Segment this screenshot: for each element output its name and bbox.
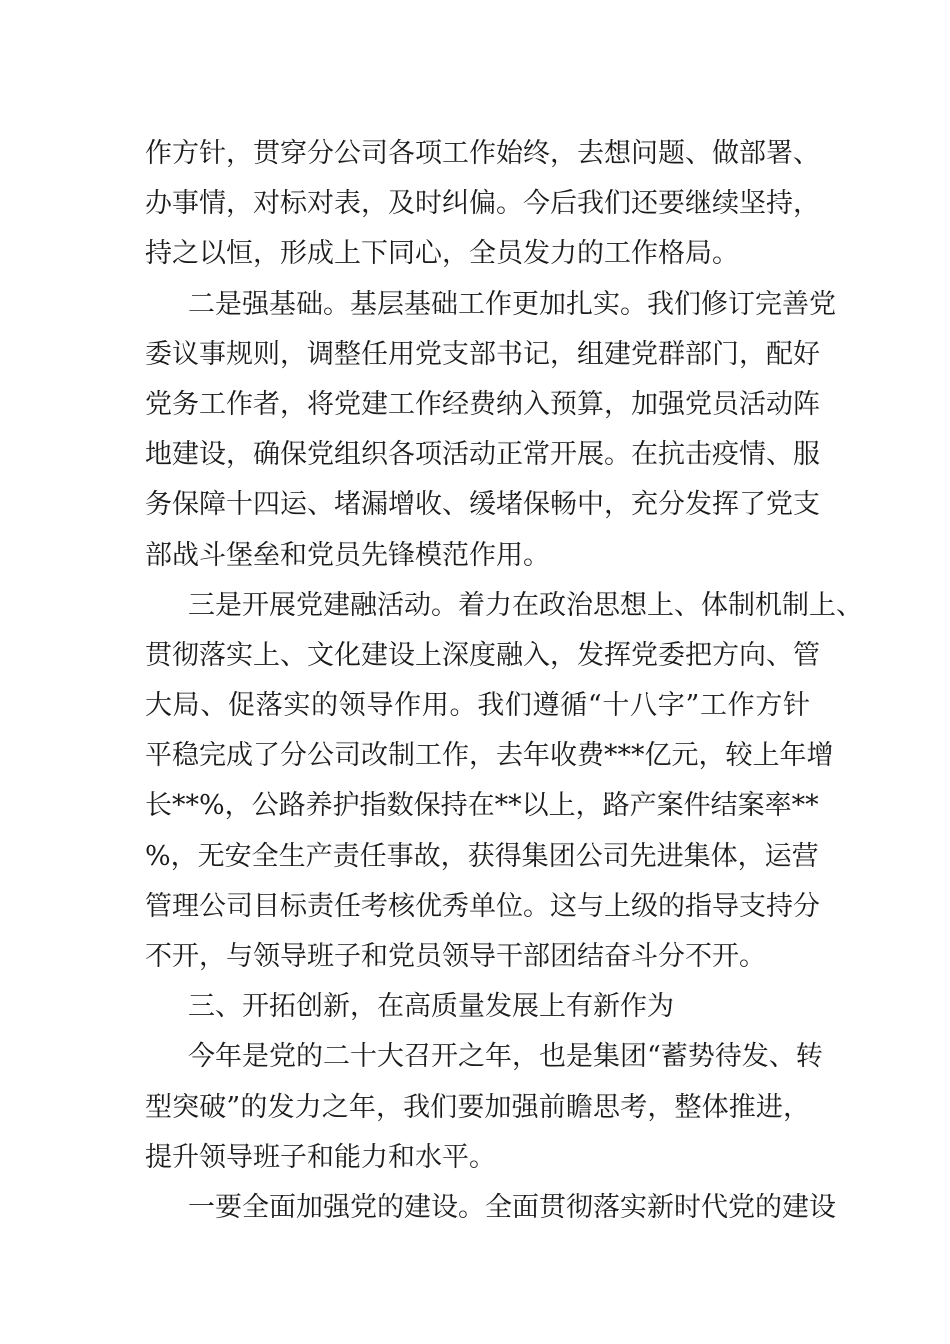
text-line: 部战斗堡垒和党员先锋模范作用。 <box>145 539 550 571</box>
text-line: 不开，与领导班子和党员领导干部团结奋斗分不开。 <box>145 941 766 972</box>
text-line: 地建设，确保党组织各项活动正常开展。在抗击疫情、服 <box>145 439 820 471</box>
text-line: 务保障十四运、堵漏增收、缓堵保畅中，充分发挥了党支 <box>145 489 820 521</box>
text-line: 平稳完成了分公司改制工作，去年收费***亿元，较上年增 <box>145 740 834 772</box>
paragraph-first-line: 今年是党的二十大召开之年，也是集团“蓄势待发、转 <box>188 1041 823 1073</box>
paragraph-first-line: 三是开展党建融活动。着力在政治思想上、体制机制上、 <box>188 589 863 621</box>
text-line: 大局、促落实的领导作用。我们遵循“十八字”工作方针 <box>145 690 810 722</box>
section-heading: 三、开拓创新，在高质量发展上有新作为 <box>188 991 674 1023</box>
text-line: %，无安全生产责任事故，获得集团公司先进集体，运营 <box>145 840 819 872</box>
paragraph-first-line: 一要全面加强党的建设。全面贯彻落实新时代党的建设 <box>188 1191 836 1223</box>
text-line: 提升领导班子和能力和水平。 <box>145 1141 496 1173</box>
text-line: 持之以恒，形成上下同心，全员发力的工作格局。 <box>145 238 739 270</box>
text-line: 型突破”的发力之年，我们要加强前瞻思考，整体推进， <box>145 1091 810 1123</box>
text-line: 管理公司目标责任考核优秀单位。这与上级的指导支持分 <box>145 890 820 922</box>
text-line: 委议事规则，调整任用党支部书记，组建党群部门，配好 <box>145 338 820 370</box>
paragraph-first-line: 二是强基础。基层基础工作更加扎实。我们修订完善党 <box>188 288 836 320</box>
text-line: 办事情，对标对表，及时纠偏。今后我们还要继续坚持， <box>145 188 820 220</box>
text-line: 长**%，公路养护指数保持在**以上，路产案件结案率** <box>145 790 819 822</box>
text-line: 贯彻落实上、文化建设上深度融入，发挥党委把方向、管 <box>145 639 820 671</box>
document-body <box>145 129 863 1233</box>
text-line: 党务工作者，将党建工作经费纳入预算，加强党员活动阵 <box>145 388 820 420</box>
text-line: 作方针，贯穿分公司各项工作始终，去想问题、做部署、 <box>145 138 820 169</box>
